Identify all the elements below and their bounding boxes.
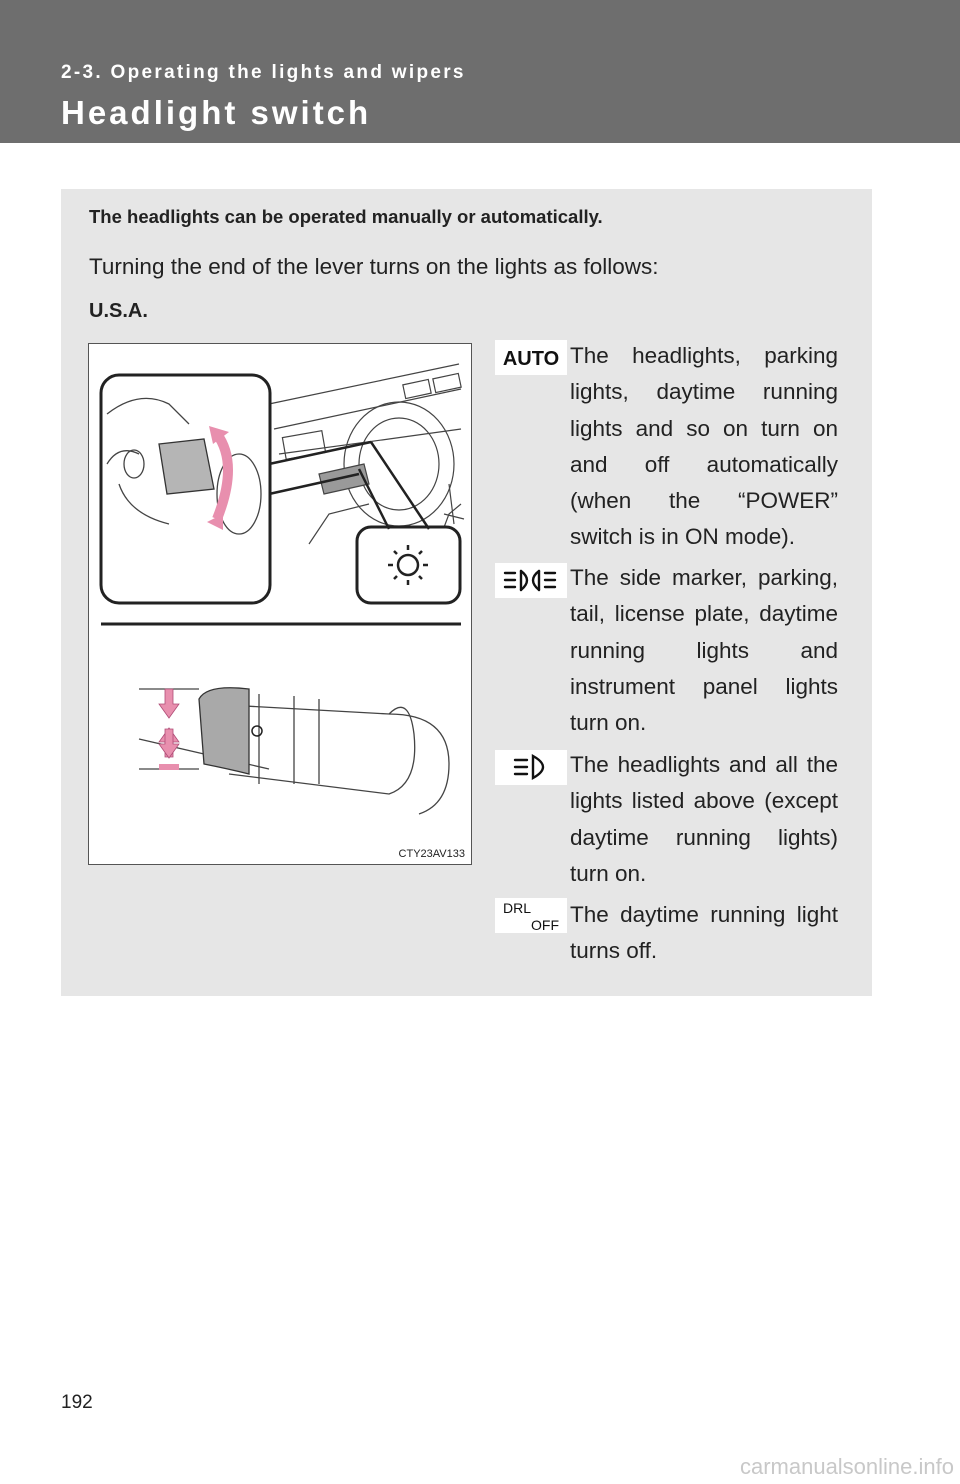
mode-description-drl-off: The daytime running light turns off. — [570, 902, 838, 964]
page-number: 192 — [61, 1392, 93, 1413]
mode-description-auto: The headlights, parking lights, daytime running lights and so on turn on and off automatically (when the “POWER” switch is in ON mode). — [570, 343, 838, 550]
lever-illustration — [88, 343, 472, 865]
intro-text: Turning the end of the lever turns on the lights as follows: — [89, 254, 659, 279]
watermark: carmanualsonline.info — [739, 1454, 954, 1479]
figure-code: CTY23AV133 — [398, 848, 465, 860]
mode-description-headlights: The headlights and all the lights listed above (except daytime running lights) turn on. — [570, 752, 838, 886]
lever-drawing — [89, 344, 471, 864]
page-header — [0, 0, 960, 143]
drl-off-icon — [495, 898, 567, 933]
headlight-icon — [495, 750, 567, 785]
section-heading: 2-3. Operating the lights and wipers — [61, 62, 466, 83]
mode-description-parking: The side marker, parking, tail, license plate, daytime running lights and instrument panel lights turn on. — [570, 565, 838, 736]
auto-mode-icon — [495, 340, 567, 375]
svg-text:OFF: OFF — [531, 917, 559, 933]
page-title: Headlight switch — [61, 94, 372, 131]
svg-text:AUTO: AUTO — [502, 348, 560, 370]
parking-light-icon — [495, 563, 567, 598]
intro-bold-text: The headlights can be operated manually or automatically. — [89, 206, 603, 227]
region-label: U.S.A. — [89, 300, 148, 322]
svg-text:DRL: DRL — [503, 900, 532, 916]
